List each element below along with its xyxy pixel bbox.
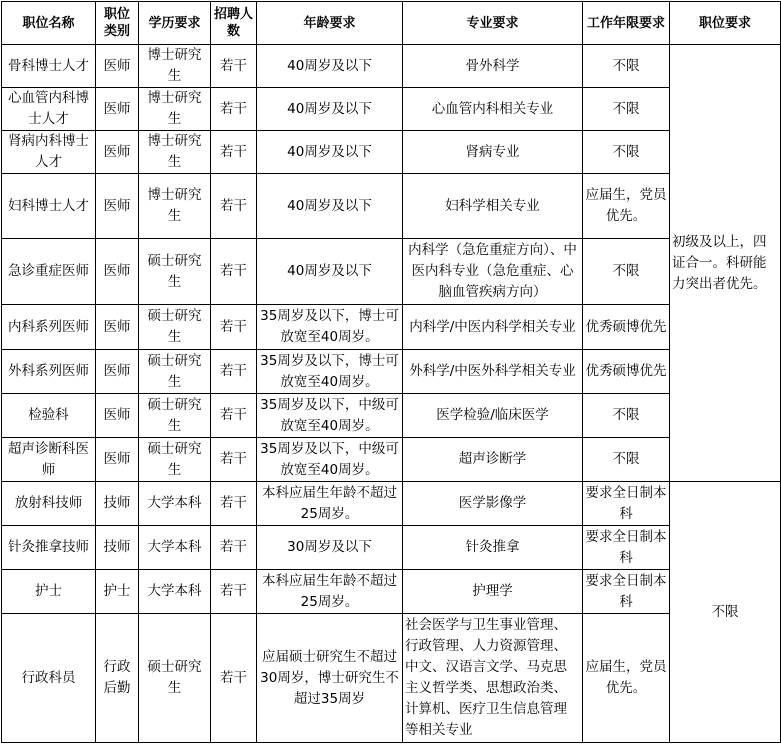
cell-name: 行政科员: [2, 614, 96, 743]
cell-category: 技师: [96, 526, 139, 570]
cell-name: 内科系列医师: [2, 305, 96, 350]
header-major: 专业要求: [403, 2, 583, 45]
cell-major: 外科学/中医外科学相关专业: [403, 350, 583, 394]
header-name: 职位名称: [2, 2, 96, 45]
cell-age: 35周岁及以下，博士可放宽至40周岁。: [257, 350, 403, 394]
header-category: 职位类别: [96, 2, 139, 45]
cell-years: 要求全日制本科: [583, 570, 670, 614]
cell-years: 要求全日制本科: [583, 482, 670, 526]
cell-major: 针灸推拿: [403, 526, 583, 570]
cell-category: 医师: [96, 174, 139, 239]
cell-count: 若干: [211, 438, 257, 482]
table-row: [2, 350, 781, 394]
cell-education: 大学本科: [139, 482, 211, 526]
cell-count: 若干: [211, 305, 257, 350]
cell-age: 35周岁及以下，博士可放宽至40周岁。: [257, 305, 403, 350]
cell-years: 不限: [583, 131, 670, 174]
cell-name: 骨科博士人才: [2, 45, 96, 88]
cell-age: 本科应届生年龄不超过25周岁。: [257, 482, 403, 526]
cell-age: 40周岁及以下: [257, 88, 403, 131]
cell-count: 若干: [211, 45, 257, 88]
header-count: 招聘人数: [211, 2, 257, 45]
table-row: [2, 88, 781, 131]
cell-category: 行政后勤: [96, 614, 139, 743]
cell-count: 若干: [211, 614, 257, 743]
cell-name: 妇科博士人才: [2, 174, 96, 239]
cell-name: 心血管内科博士人才: [2, 88, 96, 131]
header-years: 工作年限要求: [583, 2, 670, 45]
cell-name: 护士: [2, 570, 96, 614]
header-education: 学历要求: [139, 2, 211, 45]
requirements-group-2: 不限: [670, 482, 781, 743]
cell-count: 若干: [211, 526, 257, 570]
cell-years: 不限: [583, 394, 670, 438]
cell-education: 硕士研究生: [139, 614, 211, 743]
cell-years: 不限: [583, 438, 670, 482]
cell-category: 医师: [96, 45, 139, 88]
cell-education: 硕士研究生: [139, 394, 211, 438]
table-row: [2, 45, 781, 88]
table-row: [2, 394, 781, 438]
table-row: [2, 482, 781, 526]
cell-major: 护理学: [403, 570, 583, 614]
cell-education: 硕士研究生: [139, 350, 211, 394]
cell-count: 若干: [211, 350, 257, 394]
cell-major: 骨外科学: [403, 45, 583, 88]
cell-name: 超声诊断科医师: [2, 438, 96, 482]
cell-major: 内科学/中医内科学相关专业: [403, 305, 583, 350]
cell-education: 博士研究生: [139, 88, 211, 131]
table-row: [2, 305, 781, 350]
cell-years: 应届生，党员优先。: [583, 614, 670, 743]
cell-years: 应届生，党员优先。: [583, 174, 670, 239]
cell-name: 急诊重症医师: [2, 239, 96, 305]
cell-major: 社会医学与卫生事业管理、行政管理、人力资源管理、中文、汉语言文学、马克思主义哲学类、思想政治类、计算机、医疗卫生信息管理等相关专业: [403, 614, 583, 743]
cell-category: 医师: [96, 438, 139, 482]
cell-category: 医师: [96, 239, 139, 305]
cell-count: 若干: [211, 88, 257, 131]
cell-count: 若干: [211, 482, 257, 526]
table-row: [2, 438, 781, 482]
table-row: [2, 174, 781, 239]
cell-education: 大学本科: [139, 526, 211, 570]
cell-years: 优秀硕博优先: [583, 305, 670, 350]
cell-major: 内科学（急危重症方向）、中医内科专业（急危重症、心脑血管疾病方向）: [403, 239, 583, 305]
cell-major: 医学影像学: [403, 482, 583, 526]
cell-education: 博士研究生: [139, 131, 211, 174]
cell-age: 40周岁及以下: [257, 174, 403, 239]
cell-count: 若干: [211, 394, 257, 438]
header-requirements: 职位要求: [670, 2, 781, 45]
cell-category: 医师: [96, 88, 139, 131]
cell-name: 肾病内科博士人才: [2, 131, 96, 174]
cell-category: 护士: [96, 570, 139, 614]
cell-years: 不限: [583, 45, 670, 88]
cell-years: 优秀硕博优先: [583, 350, 670, 394]
cell-count: 若干: [211, 570, 257, 614]
cell-age: 40周岁及以下: [257, 131, 403, 174]
cell-name: 放射科技师: [2, 482, 96, 526]
table-row: [2, 570, 781, 614]
cell-major: 妇科学相关专业: [403, 174, 583, 239]
cell-years: 要求全日制本科: [583, 526, 670, 570]
cell-education: 博士研究生: [139, 45, 211, 88]
cell-education: 硕士研究生: [139, 305, 211, 350]
cell-education: 硕士研究生: [139, 438, 211, 482]
cell-age: 40周岁及以下: [257, 239, 403, 305]
cell-major: 心血管内科相关专业: [403, 88, 583, 131]
table-row: [2, 239, 781, 305]
table-row: [2, 131, 781, 174]
cell-category: 技师: [96, 482, 139, 526]
cell-count: 若干: [211, 131, 257, 174]
cell-category: 医师: [96, 305, 139, 350]
cell-years: 不限: [583, 88, 670, 131]
requirements-group-1: 初级及以上，四证合一。科研能力突出者优先。: [670, 45, 781, 482]
cell-category: 医师: [96, 350, 139, 394]
table-row: [2, 614, 781, 743]
cell-name: 检验科: [2, 394, 96, 438]
cell-name: 针灸推拿技师: [2, 526, 96, 570]
cell-major: 超声诊断学: [403, 438, 583, 482]
header-age: 年龄要求: [257, 2, 403, 45]
cell-education: 大学本科: [139, 570, 211, 614]
recruitment-table: [1, 1, 781, 743]
cell-age: 40周岁及以下: [257, 45, 403, 88]
cell-age: 本科应届生年龄不超过25周岁。: [257, 570, 403, 614]
cell-years: 不限: [583, 239, 670, 305]
cell-education: 硕士研究生: [139, 239, 211, 305]
cell-major: 肾病专业: [403, 131, 583, 174]
cell-count: 若干: [211, 174, 257, 239]
cell-age: 35周岁及以下，中级可放宽至40周岁。: [257, 438, 403, 482]
cell-category: 医师: [96, 394, 139, 438]
cell-category: 医师: [96, 131, 139, 174]
table-row: [2, 526, 781, 570]
cell-age: 30周岁及以下: [257, 526, 403, 570]
header-row: [2, 2, 781, 45]
cell-name: 外科系列医师: [2, 350, 96, 394]
cell-count: 若干: [211, 239, 257, 305]
cell-major: 医学检验/临床医学: [403, 394, 583, 438]
cell-age: 35周岁及以下，中级可放宽至40周岁。: [257, 394, 403, 438]
cell-age: 应届硕士研究生不超过30周岁，博士研究生不超过35周岁: [257, 614, 403, 743]
cell-education: 博士研究生: [139, 174, 211, 239]
